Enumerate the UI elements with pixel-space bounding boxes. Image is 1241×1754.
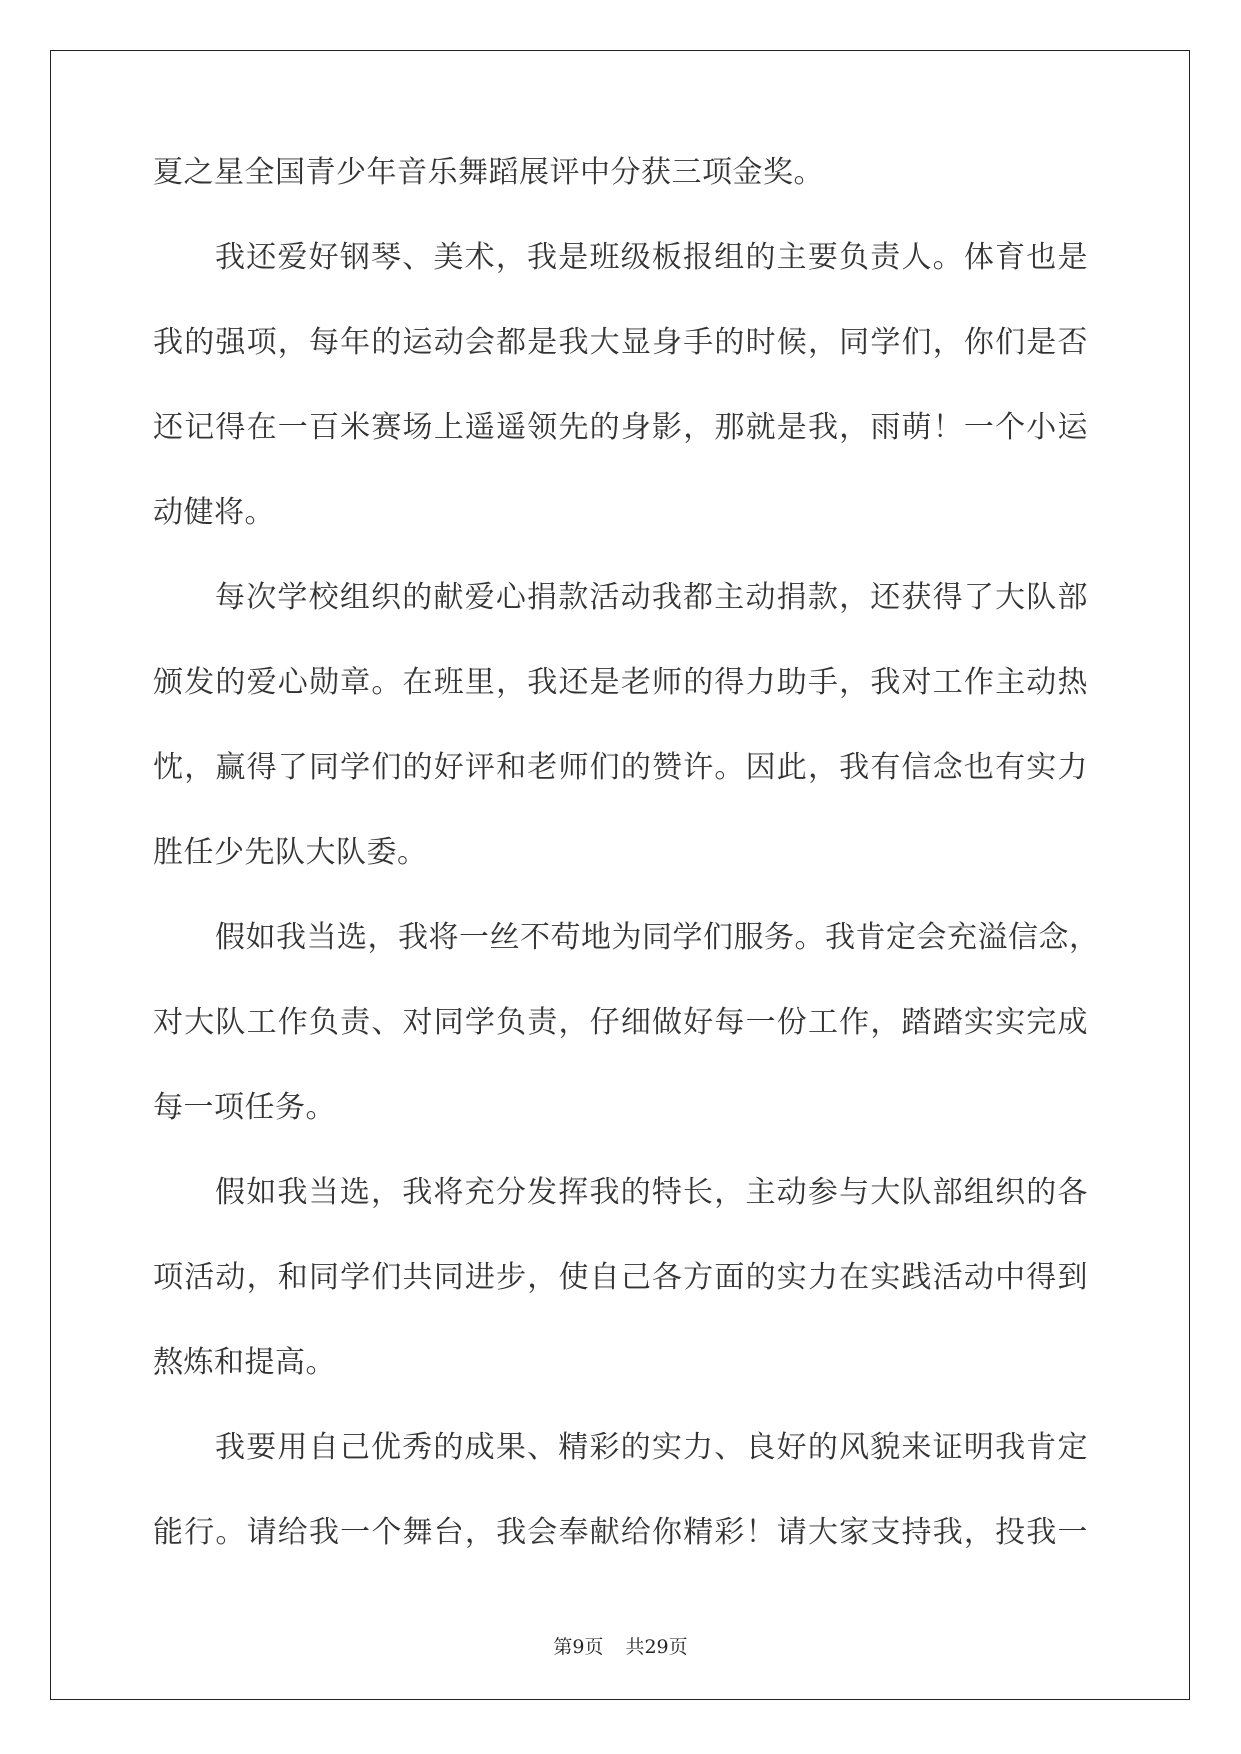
page-footer — [0, 1632, 1241, 1659]
text-line: 还记得在一百米赛场上遥遥领先的身影，那就是我，雨萌！一个小运 — [153, 410, 1088, 445]
text-line: 动健将。 — [153, 495, 275, 530]
text-line: 能行。请给我一个舞台，我会奉献给你精彩！请大家支持我，投我一 — [153, 1515, 1088, 1550]
text-line: 项活动，和同学们共同进步，使自己各方面的实力在实践活动中得到 — [153, 1260, 1088, 1295]
text-line: 熬炼和提高。 — [153, 1345, 336, 1380]
text-line: 每次学校组织的献爱心捐款活动我都主动捐款，还获得了大队部 — [215, 580, 1088, 615]
text-line: 我要用自己优秀的成果、精彩的实力、良好的风貌来证明我肯定 — [215, 1430, 1088, 1465]
text-line: 对大队工作负责、对同学负责，仔细做好每一份工作，踏踏实实完成 — [153, 1005, 1088, 1040]
text-line: 我还爱好钢琴、美术，我是班级板报组的主要负责人。体育也是 — [215, 240, 1088, 275]
text-line: 假如我当选，我将一丝不苟地为同学们服务。我肯定会充溢信念， — [215, 920, 1100, 955]
page-total: 共29页 — [625, 1636, 688, 1658]
text-line: 假如我当选，我将充分发挥我的特长，主动参与大队部组织的各 — [215, 1175, 1088, 1210]
text-line: 忱，赢得了同学们的好评和老师们的赞许。因此，我有信念也有实力 — [153, 750, 1088, 785]
document-body — [153, 155, 1100, 1603]
text-line: 每一项任务。 — [153, 1090, 336, 1125]
text-line: 胜任少先队大队委。 — [153, 835, 428, 870]
text-line: 颁发的爱心勋章。在班里，我还是老师的得力助手，我对工作主动热 — [153, 665, 1088, 700]
page-number: 第9页 — [553, 1636, 604, 1658]
text-line: 我的强项，每年的运动会都是我大显身手的时候，同学们，你们是否 — [153, 325, 1088, 360]
text-line: 夏之星全国青少年音乐舞蹈展评中分获三项金奖。 — [153, 155, 824, 190]
